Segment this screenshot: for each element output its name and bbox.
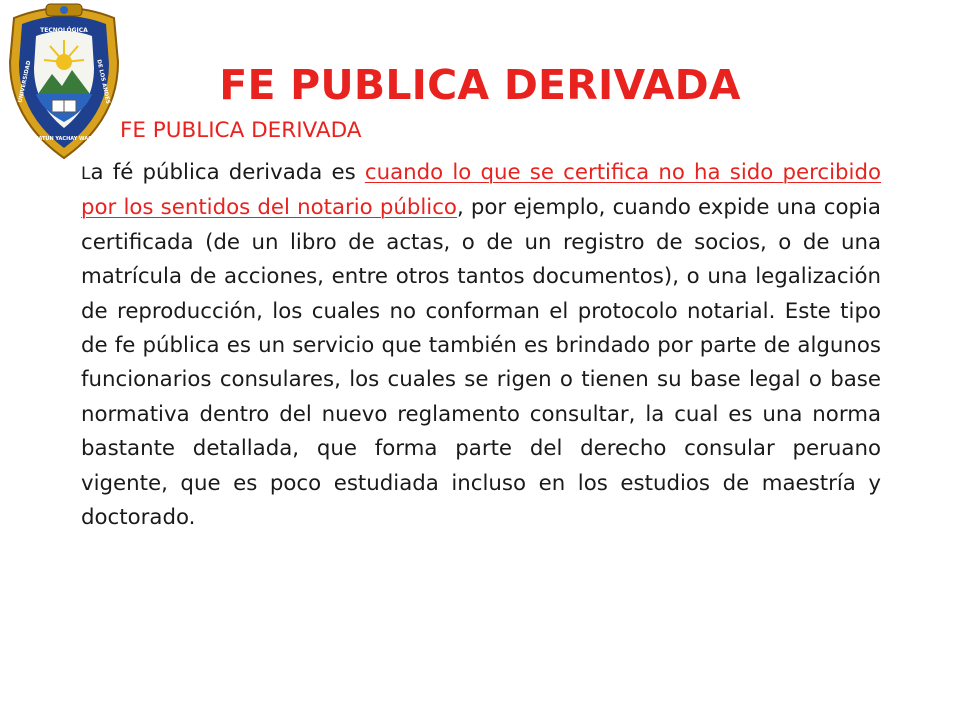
crest-text-left: UNIVERSIDAD	[17, 60, 33, 104]
section-subheading: FE PUBLICA DERIVADA	[120, 118, 362, 143]
page-title: FE PUBLICA DERIVADA	[219, 61, 741, 110]
paragraph-lead: a fé pública derivada es	[90, 160, 365, 185]
crest-text-bottom: HATUN YACHAY WASI	[34, 136, 94, 142]
crest-text-right: DE LOS ANDES	[95, 59, 111, 105]
paragraph-rest: , por ejemplo, cuando expide una copia certificada (de un libro de actas, o de un registro de socios, o de una matrícula de acciones, entre otros tantos documentos), o una legalización de reproducción, los cuales no conforman el protocolo notarial. Este tipo de fe pública es un servicio que también es brindado por parte de algunos funcionarios consulares, los cuales se rigen o tienen su base legal o base normativa dentro del nuevo reglamento consultar, la cual es una norma bastante detallada, que forma parte del derecho consular peruano vigente, que es poco estudiada incluso en los estudios de maestría y doctorado.	[81, 195, 881, 531]
paragraph-initial: L	[81, 164, 91, 184]
highlighted-definition: cuando lo que se certifica no ha sido percibido por los sentidos del notario público	[81, 160, 881, 221]
body-paragraph	[81, 156, 881, 535]
crest-text-top: TECNOLÓGICA	[40, 27, 88, 34]
